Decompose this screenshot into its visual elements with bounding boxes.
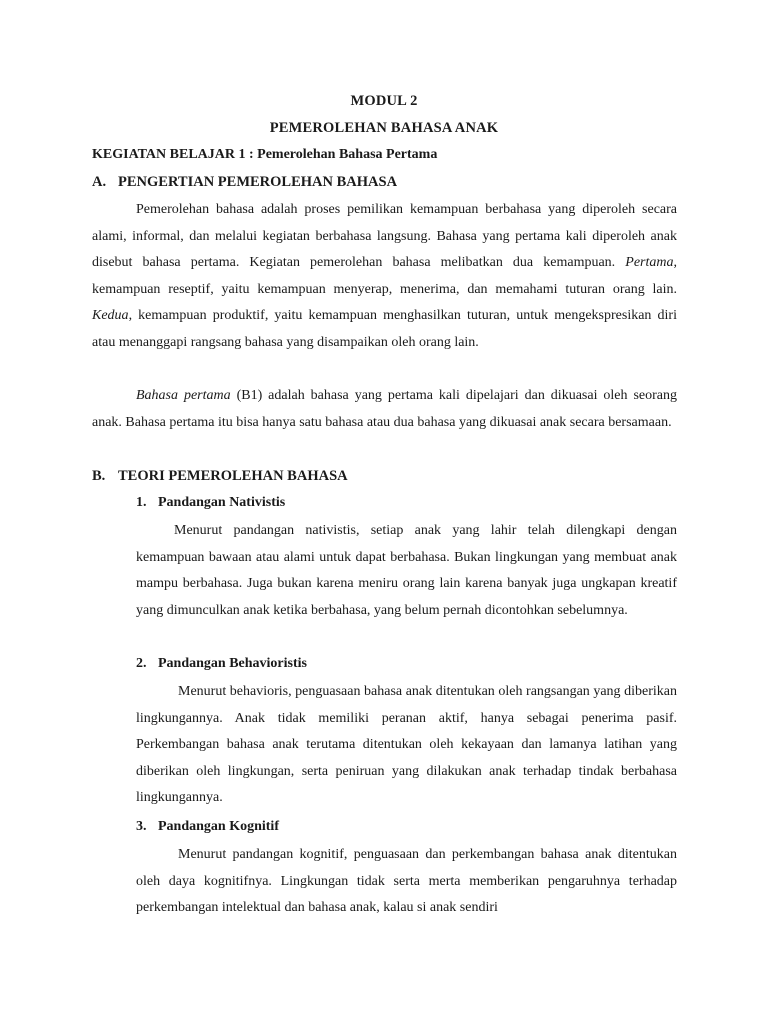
section-a-heading: [92, 174, 397, 191]
text-run: , kemampuan reseptif, yaitu kemampuan menyerap, menerima, dan memahami tuturan orang lain.: [92, 255, 677, 297]
text-run: (B1) adalah bahasa yang pertama kali dipelajari dan dikuasai oleh seorang anak. Bahasa pertama itu bisa hanya satu bahasa atau dua bahasa yang dikuasai anak secara bersamaan.: [92, 388, 677, 430]
subsection-heading: [136, 656, 307, 672]
text-run: , kemampuan produktif, yaitu kemampuan menghasilkan tuturan, untuk mengekspresikan diri atau menanggapi rangsang bahasa yang disampaikan oleh orang lain.: [92, 308, 677, 350]
section-a-title: PENGERTIAN PEMEROLEHAN BAHASA: [118, 174, 398, 190]
subsection-title: Pandangan Behavioristis: [158, 656, 307, 671]
subsection-heading: [136, 819, 279, 835]
italic-term: Pertama: [625, 255, 674, 271]
italic-term: Kedua: [92, 308, 129, 324]
section-a-paragraph-2: [92, 383, 677, 436]
module-title: PEMEROLEHAN BAHASA ANAK: [269, 120, 499, 136]
section-b-marker: B.: [92, 468, 106, 484]
section-a-paragraph-1: [92, 197, 677, 357]
section-a-marker: A.: [92, 174, 107, 190]
subsection-number: 1.: [136, 495, 147, 510]
subsection-number: 2.: [136, 656, 147, 671]
module-number: MODUL 2: [350, 93, 418, 109]
section-b-heading: [92, 468, 348, 485]
subsection-title: Pandangan Kognitif: [158, 819, 279, 834]
subsection-paragraph: Menurut behavioris, penguasaan bahasa anak ditentukan oleh rangsangan yang diberikan lingkungannya. Anak tidak memiliki peranan aktif, hanya sebagai penerima pasif. Perkembangan bahasa anak terutama ditentukan oleh kekayaan dan lamanya latihan yang diberikan oleh lingkungan, serta peniruan yang dilakukan anak terhadap tindak berbahasa lingkungannya.: [136, 684, 677, 806]
section-b-title: TEORI PEMEROLEHAN BAHASA: [118, 468, 348, 484]
subsection-heading: [136, 495, 285, 511]
activity-title: KEGIATAN BELAJAR 1 : Pemerolehan Bahasa Pertama: [92, 147, 438, 162]
subsection-number: 3.: [136, 819, 147, 834]
text-run: Pemerolehan bahasa adalah proses pemilikan kemampuan berbahasa yang diperoleh secara alami, informal, dan melalui kegiatan berbahasa langsung. Bahasa yang pertama kali diperoleh anak disebut bahasa pertama. Kegiatan pemerolehan bahasa melibatkan dua kemampuan.: [92, 202, 677, 271]
italic-term: Bahasa pertama: [136, 388, 231, 403]
subsection-title: Pandangan Nativistis: [158, 495, 286, 510]
subsection-paragraph: Menurut pandangan kognitif, penguasaan dan perkembangan bahasa anak ditentukan oleh daya kognitifnya. Lingkungan tidak serta merta memberikan pengaruhnya terhadap perkembangan intelektual dan bahasa anak, kalau si anak sendiri: [136, 847, 677, 916]
subsection-paragraph: Menurut pandangan nativistis, setiap anak yang lahir telah dilengkapi dengan kemampuan bawaan atau alami untuk dapat berbahasa. Bukan lingkungan yang membuat anak mampu berbahasa. Juga bukan karena meniru orang lain karena banyak juga ungkapan kreatif yang dimunculkan anak ketika berbahasa, yang belum pernah dicontohkan sebelumnya.: [136, 523, 677, 618]
